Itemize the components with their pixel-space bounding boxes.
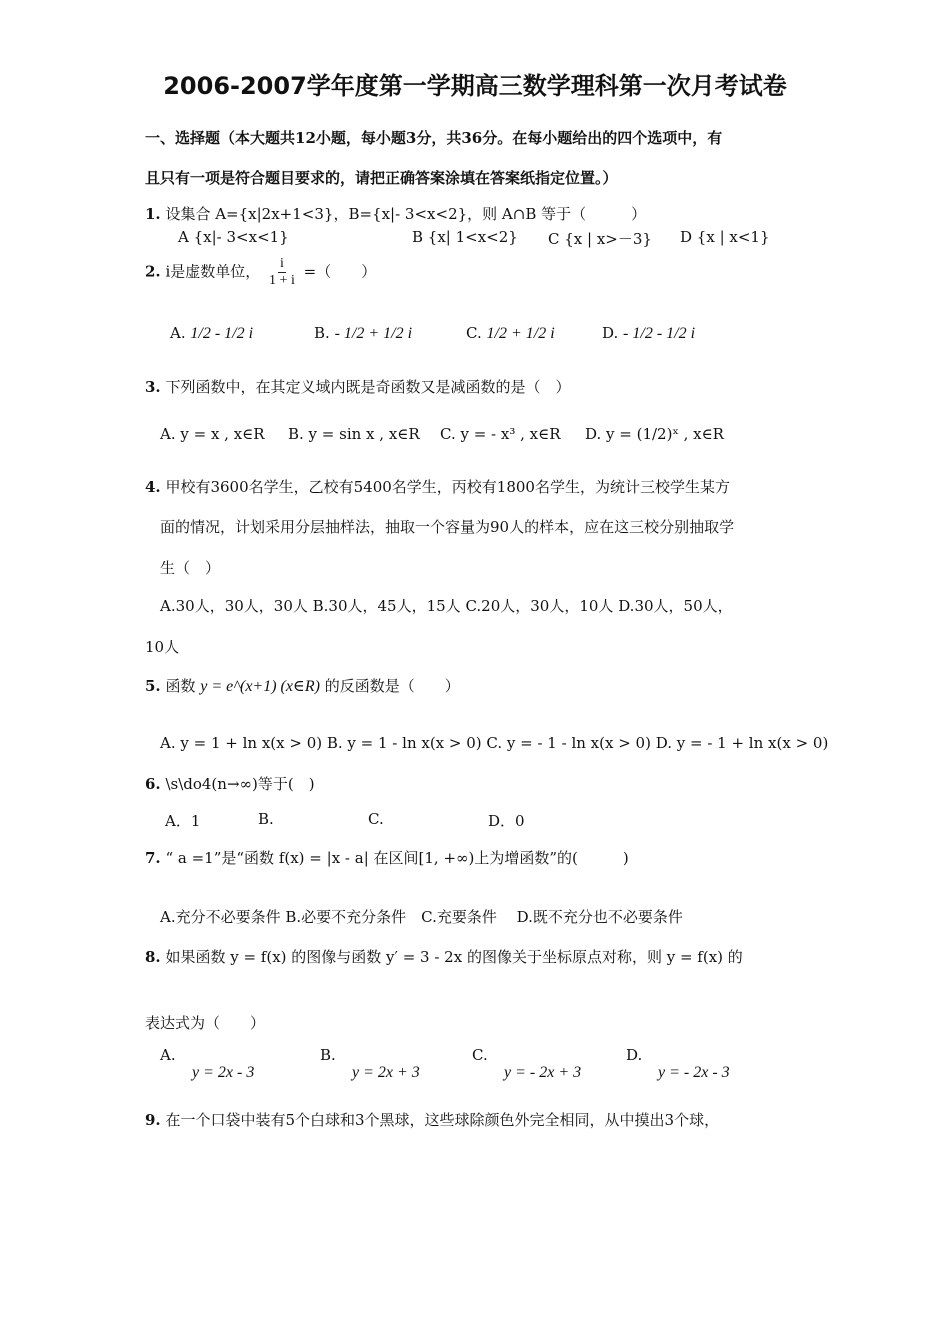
- question-number: 6.: [145, 775, 161, 793]
- section-note-1: （本大题共12小题，每小题3分，共36分。在每小题给出的四个选项中，有: [220, 129, 723, 147]
- q2-fraction: [267, 256, 297, 289]
- q2-frac-numerator: i: [280, 256, 284, 271]
- q2-option-a: [170, 324, 253, 343]
- q7-options: A.充分不必要条件 B.必要不充分条件 C.充要条件 D.既不充分也不必要条件: [160, 908, 683, 926]
- question-2: [145, 256, 376, 289]
- question-3: [145, 376, 570, 397]
- question-5-text-b: 的反函数是（ ）: [324, 677, 460, 695]
- q2-option-d: [602, 324, 695, 343]
- q5-expression: y = e^(x+1) (x∈R): [200, 678, 320, 695]
- question-9: [145, 1109, 719, 1130]
- q8-option-b: [320, 1046, 420, 1082]
- q8-option-d-expr: y = - 2x - 3: [658, 1064, 730, 1081]
- q8-option-a-expr: y = 2x - 3: [192, 1064, 255, 1081]
- q2-option-c: [466, 324, 555, 343]
- question-number: 8.: [145, 948, 161, 966]
- question-number: 2.: [145, 262, 161, 281]
- question-6: [145, 773, 315, 794]
- q1-option-d: D {x | x<1}: [680, 228, 770, 246]
- q1-option-b: B {x| 1<x<2}: [412, 228, 518, 246]
- question-5-text: 函数: [165, 677, 196, 695]
- q6-option-b: B.: [258, 810, 274, 828]
- exam-title: 2006-2007学年度第一学期高三数学理科第一次月考试卷: [163, 72, 787, 100]
- section-heading: 一、选择题: [145, 129, 221, 147]
- question-8-line-1: 如果函数 y = f(x) 的图像与函数 y′ = 3 - 2x 的图像关于坐标原点对称，则 y = f(x) 的: [165, 948, 743, 966]
- option-letter: D.: [626, 1046, 643, 1064]
- q6-option-d: D．0: [488, 812, 525, 830]
- q1-option-c: C {x | x>－3}: [548, 230, 652, 248]
- question-7-text: “ a =1”是“函数 f(x) = |x - a| 在区间[1, +∞)上为增函数”的( ): [165, 849, 629, 867]
- question-4-line-3: 生（ ）: [160, 559, 221, 577]
- question-4-line-2: 面的情况，计划采用分层抽样法，抽取一个容量为90人的样本，应在这三校分别抽取学: [160, 518, 735, 536]
- question-8-line-2: 表达式为（ ）: [145, 1014, 266, 1032]
- q3-option-b: B. y = sin x , x∈R: [288, 425, 420, 443]
- q8-option-a: [160, 1046, 254, 1082]
- q4-options: A.30人，30人，30人 B.30人，45人，15人 C.20人，30人，10人 D.30人，50人，: [160, 597, 733, 615]
- question-number: 7.: [145, 849, 161, 867]
- option-letter: A.: [160, 1046, 176, 1064]
- q6-option-a: A．1: [165, 812, 201, 830]
- question-3-text: 下列函数中，在其定义域内既是奇函数又是减函数的是（ ）: [165, 378, 571, 396]
- q1-option-a: A {x|- 3<x<1}: [178, 228, 289, 246]
- q8-option-d: [626, 1046, 730, 1082]
- option-letter: B.: [314, 324, 330, 342]
- q5-options: A. y = 1 + ln x(x > 0) B. y = 1 - ln x(x > 0) C. y = - 1 - ln x(x > 0) D. y = - 1 + ln x(x > 0): [160, 734, 829, 752]
- question-2-text: i是虚数单位，: [165, 262, 261, 281]
- question-number: 9.: [145, 1111, 161, 1129]
- q3-option-c: C. y = - x³ , x∈R: [440, 425, 561, 443]
- question-4-line-1: 甲校有3600名学生，乙校有5400名学生，丙校有1800名学生，为统计三校学生某方: [165, 478, 730, 496]
- q3-option-a: A. y = x , x∈R: [160, 425, 265, 443]
- question-number: 4.: [145, 478, 161, 496]
- option-letter: A.: [170, 324, 186, 342]
- q8-option-c-expr: y = - 2x + 3: [504, 1064, 582, 1081]
- q2-option-c-expr: 1/2 + 1/2 i: [486, 325, 555, 342]
- question-4: [145, 476, 730, 497]
- q2-option-b-expr: - 1/2 + 1/2 i: [334, 325, 413, 342]
- question-7: [145, 847, 629, 868]
- question-number: 5.: [145, 677, 161, 695]
- q8-option-b-expr: y = 2x + 3: [352, 1064, 420, 1081]
- q2-option-d-expr: - 1/2 - 1/2 i: [623, 325, 696, 342]
- question-5: [145, 675, 460, 696]
- option-letter: D.: [602, 324, 619, 342]
- question-8: [145, 946, 743, 967]
- question-1: [145, 203, 646, 224]
- q4-options-cont: 10人: [145, 638, 180, 656]
- q8-option-c: [472, 1046, 581, 1082]
- section-heading-line: [145, 127, 722, 148]
- q2-option-a-expr: 1/2 - 1/2 i: [190, 325, 254, 342]
- q3-option-d: D. y = (1/2)ˣ , x∈R: [585, 425, 724, 443]
- option-letter: B.: [320, 1046, 336, 1064]
- option-letter: C.: [466, 324, 482, 342]
- question-9-text: 在一个口袋中装有5个白球和3个黑球，这些球除颜色外完全相同，从中摸出3个球，: [165, 1111, 720, 1129]
- question-6-text: \s\do4(n→∞)等于( ): [165, 775, 315, 793]
- question-number: 3.: [145, 378, 161, 396]
- question-2-text-b: =（ ）: [303, 262, 377, 281]
- q2-frac-denominator: 1 + i: [269, 273, 295, 288]
- section-note-2: 且只有一项是符合题目要求的，请把正确答案涂填在答案纸指定位置。）: [145, 169, 618, 187]
- q6-option-c: C.: [368, 810, 384, 828]
- option-letter: C.: [472, 1046, 488, 1064]
- question-1-text: 设集合 A={x|2x+1<3}，B={x|- 3<x<2}，则 A∩B 等于（ ）: [165, 205, 647, 223]
- question-number: 1.: [145, 205, 161, 223]
- q2-option-b: [314, 324, 412, 343]
